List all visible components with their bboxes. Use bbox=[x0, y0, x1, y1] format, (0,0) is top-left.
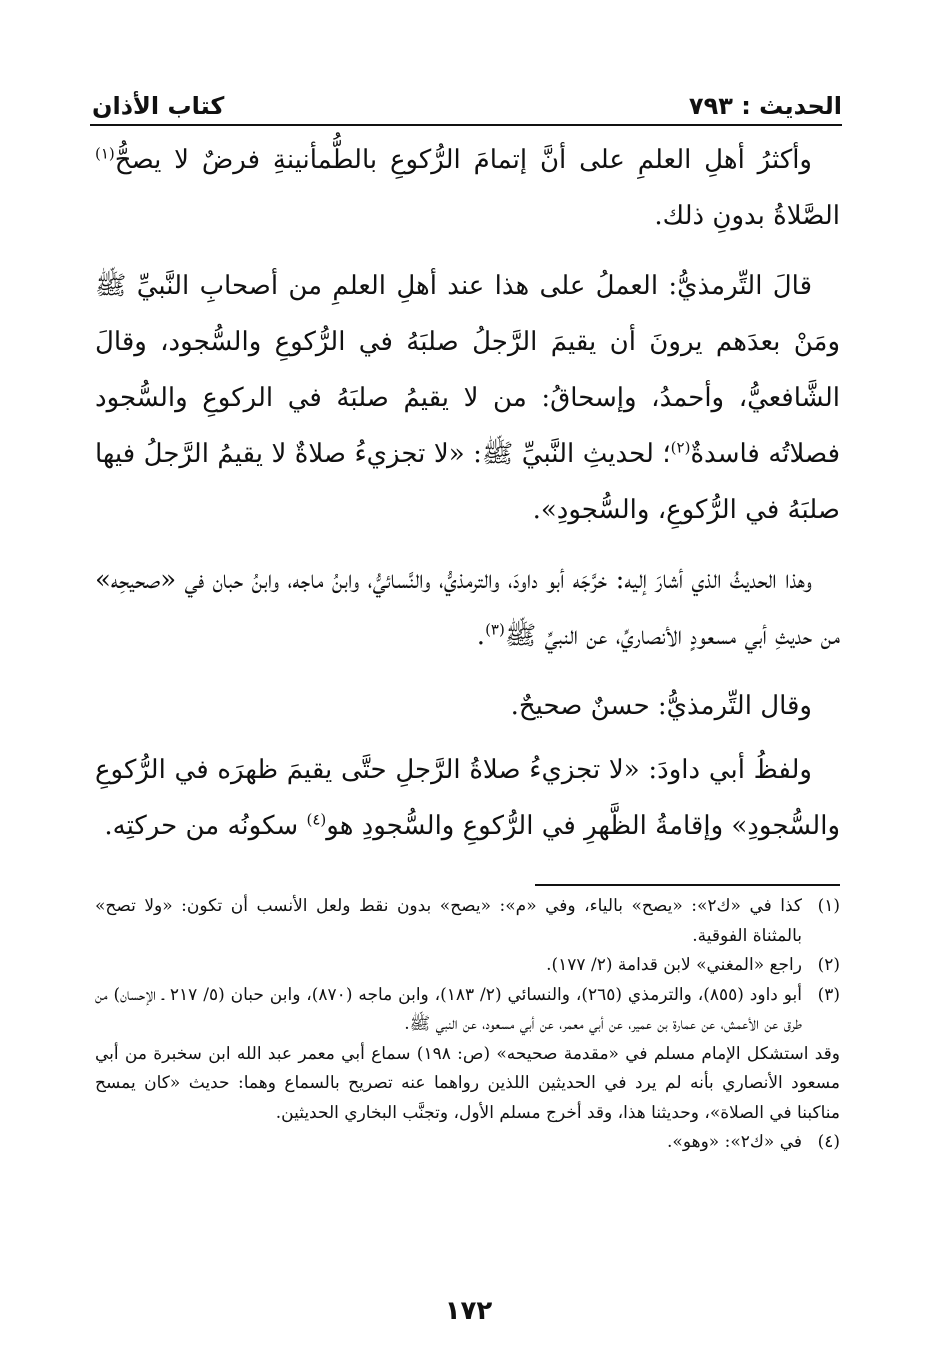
footnote-number: (٤) bbox=[817, 1132, 840, 1152]
footnote-marker: (١) bbox=[95, 144, 115, 163]
hadith-number-label: الحديث : ٧٩٣ bbox=[688, 92, 842, 120]
footnote-number: (٢) bbox=[817, 955, 840, 975]
footnote: (٣) أبو داود (٨٥٥)، والترمذي (٢٦٥)، والنسائي (٢/ ١٨٣)، وابن ماجه (٨٧٠)، وابن حبان (٥/ ٢١٧ ـ الإحسان) من طرق عن الأعمش، عن عمارة بن عمير، عن أبي معمر، عن أبي مسعود، عن النبي ﷺ. bbox=[95, 981, 840, 1040]
paragraph: وقال التِّرمذيُّ: حسنٌ صحيحٌ. bbox=[510, 691, 812, 721]
footnote-marker: (٢) bbox=[670, 438, 691, 457]
footnote: (١) كذا في «ك٢»: «يصح» بالياء، وفي «م»: «يصح» بدون نقط ولعل الأنسب أن تكون: «ولا تصح» بالمثناة الفوقية. bbox=[95, 892, 840, 951]
footnote-continuation: وقد استشكل الإمام مسلم في «مقدمة صحيحه» (ص: ١٩٨) سماع أبي معمر عبد الله ابن سخبرة من أبي مسعود الأنصاري بأنه لم يرد في الحديثين اللذين رواهما عنه تصريح بالسماع وهما: حديث «كان يمسح مناكبنا في الصلاة»، وحديثنا هذا، وقد أخرج مسلم الأول، وتجنَّب البخاري الحديثين. bbox=[95, 1043, 841, 1123]
paragraph: قالَ التِّرمذيُّ: العملُ على هذا عند أهلِ العلمِ من أصحابِ النَّبيِّ ﷺ ومَنْ بعدَهم يرونَ أن يقيمَ الرَّجلُ صلبَهُ في الرُّكوعِ والسُّجود، وقالَ الشَّافعيُّ، وأحمدُ، وإسحاقُ: من لا يقيمُ صلبَهُ في الركوعِ والسُّجود فصلاتُه فاسدةٌ$^{(٢)}$؛ لحديثِ النَّبيِّ ﷺ: «لا تجزيءُ صلاةٌ لا يقيمُ الرَّجلُ فيها صلبَهُ في الرُّكوعِ، والسُّجودِ». bbox=[95, 271, 840, 525]
footnote: (٤) في «ك٢»: «وهو». bbox=[95, 1128, 840, 1158]
paragraph: وأكثرُ أهلِ العلمِ على أنَّ إتمامَ الرُّكوعِ بالطُّمأنينةِ فرضٌ لا يصحُّ$^{(١)}$ الصَّلاةُ بدونِ ذلك. bbox=[95, 144, 840, 231]
footnote-divider bbox=[535, 884, 840, 886]
paragraph: ولفظُ أبي داودَ: «لا تجزيءُ صلاةُ الرَّجلِ حتَّى يقيمَ ظهرَه في الرُّكوعِ والسُّجودِ» وإقامةُ الظَّهرِ في الرُّكوعِ والسُّجودِ هو$^{(٤)}$ سكونُه من حركتِه. bbox=[95, 755, 840, 841]
footnote-number: (١) bbox=[817, 896, 840, 916]
running-header bbox=[92, 80, 842, 120]
paragraph: وهذا الحديثُ الذي أشارَ إليه: خرَّجَه أبو داودَ، والترمذيُّ، والنَّسائيُّ، وابنُ ماجه، وابنُ حبان في «صحيحِه» من حديثِ أبي مسعودٍ الأنصاريِّ، عن النبيِّ ﷺ$^{(٣)}$. bbox=[95, 565, 840, 651]
footnote-marker: (٣) bbox=[485, 620, 505, 639]
book-title: كتاب الأذان bbox=[92, 92, 225, 120]
footnote-number: (٣) bbox=[817, 984, 840, 1005]
header-divider bbox=[90, 124, 842, 126]
main-text bbox=[95, 132, 840, 868]
page-number: ١٧٢ bbox=[444, 1296, 493, 1326]
footnote: (٢) راجع «المغني» لابن قدامة (٢/ ١٧٧). bbox=[95, 951, 840, 981]
footnotes-section bbox=[95, 892, 840, 1158]
footnote-marker: (٤) bbox=[306, 810, 327, 829]
